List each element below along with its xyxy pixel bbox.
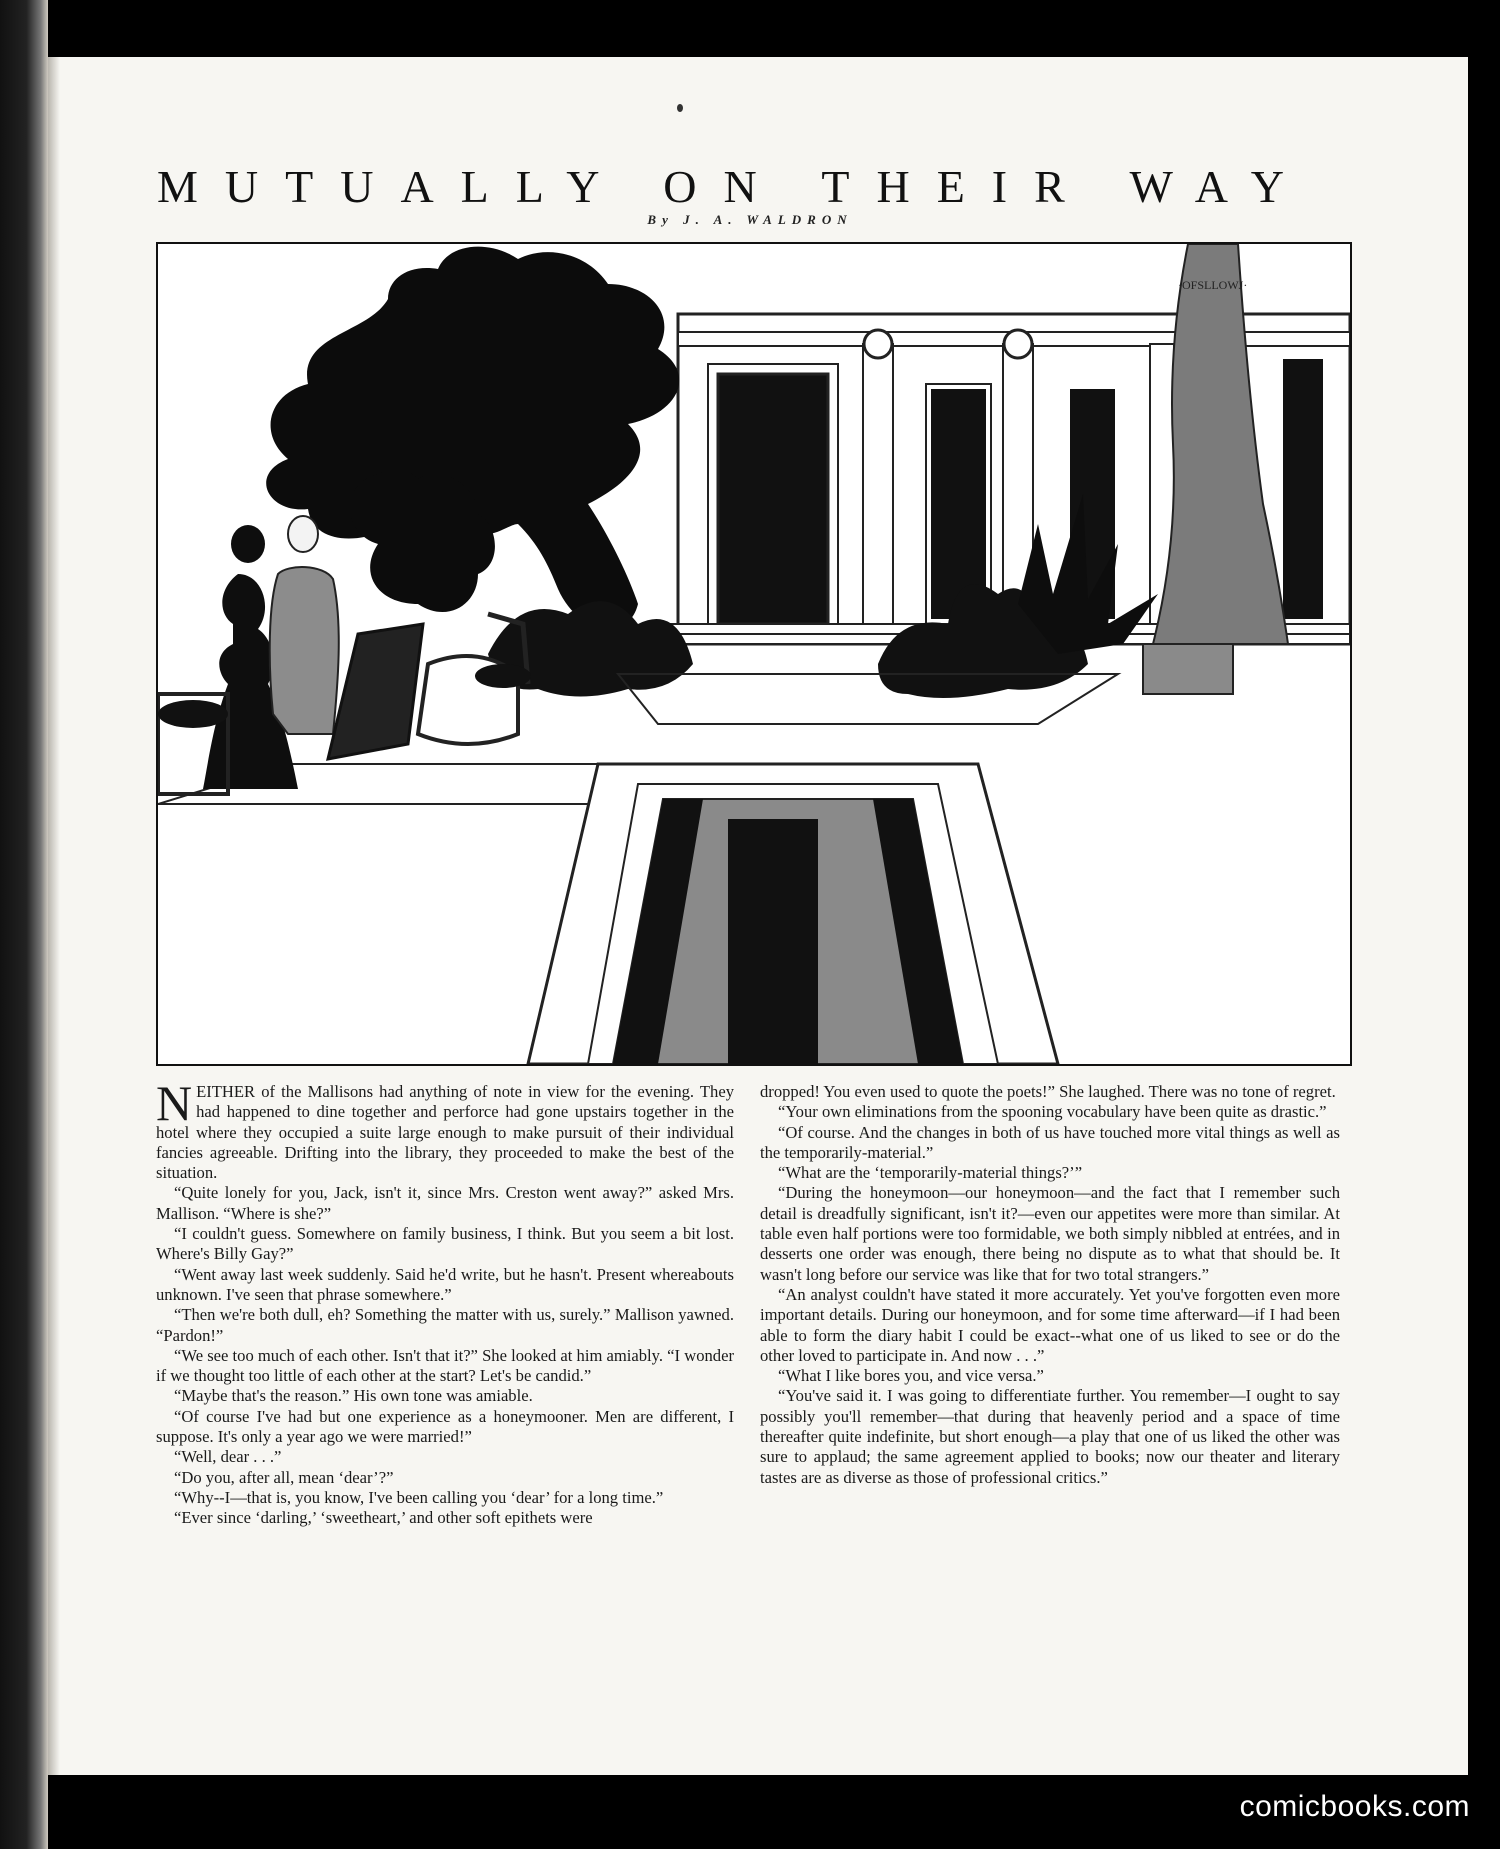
article-paragraph: “Went away last week suddenly. Said he'd write, but he hasn't. Present whereabouts unknown. I've seen that phrase somewhere.” [156,1264,734,1304]
article-paragraph: “Of course I've had but one experience as a honeymooner. Men are different, I suppose. It's only a year ago we were married!” [156,1406,734,1447]
first-word: EITHER [196,1082,256,1101]
article-column-left [156,1075,734,1529]
site-watermark: comicbooks.com [1239,1790,1470,1823]
article-paragraph: “What I like bores you, and vice versa.” [778,1366,1044,1386]
article-paragraph: “Why--I—that is, you know, I've been calling you ‘dear’ for a long time.” [174,1487,664,1507]
article-paragraph: “Ever since ‘darling,’ ‘sweetheart,’ and other soft epithets were [174,1508,593,1528]
article-paragraph: “Well, dear . . .” [174,1447,282,1467]
page-edge-shadow [1468,0,1500,1849]
courtyard-illustration [158,244,1350,1064]
article-paragraph: “You've said it. I was going to differentiate further. You remember—I ought to say possibly you'll remember—that during that heavenly period and a space of time thereafter quite indefinite, but short enough—a play that one of us liked the other was sure to applaud; the same agreement applied to books; now our theater and literary tastes are as diverse as those of professional critics.” [760,1386,1340,1487]
article-paragraph: “During the honeymoon—our honeymoon—and the fact that I remember such detail is dreadfully significant, isn't it?—even our appetites were more than similar. At table even half portions were too formidable, we both simply nibbled at entrées, and in desserts one order was enough, there being no dispute as to what that should be. It wasn't long before our service was like that for two total strangers.” [760,1183,1340,1284]
article-paragraph: “Quite lonely for you, Jack, isn't it, since Mrs. Creston went away?” asked Mrs. Mallison. “Where is she?” [156,1183,734,1223]
article-paragraph: “Maybe that's the reason.” His own tone was amiable. [174,1386,533,1406]
article-illustration [156,242,1352,1066]
article-paragraph-1 [156,1075,734,1183]
drop-cap: N [156,1075,193,1131]
article-paragraph: “We see too much of each other. Isn't that it?” She looked at him amiably. “I wonder if we thought too little of each other at the start? Let's be candid.” [156,1345,734,1386]
article-paragraph: “Of course. And the changes in both of us have touched more vital things as well as the temporarily-material.” [760,1122,1340,1162]
illustration-signature: ·OFSLLOWJ· [1178,278,1248,292]
ink-speck [677,104,683,112]
article-paragraph: “Do you, after all, mean ‘dear’?” [174,1467,394,1487]
article-paragraph: dropped! You even used to quote the poets!” She laughed. There was no tone of regret. [760,1082,1336,1101]
article-byline: By J. A. WALDRON [647,212,853,227]
article-paragraph: “An analyst couldn't have stated it more accurately. Yet you've forgotten even more important details. During our honeymoon, and for some time afterward—if I had been able to form the diary habit I could be exact--what one of us liked to see or do the other loved to participate in. And now . . .” [760,1284,1340,1365]
paragraph-text: of the Mallisons had anything of note in view for the evening. They had happened to dine together and perforce had gone upstairs together in the hotel where they occupied a suite large enough to make pursuit of their individual fancies agreeable. Drifting into the library, they proceeded to make the best of the situation. [156,1082,734,1183]
article-paragraph: “Your own eliminations from the spooning vocabulary have been quite as drastic.” [778,1102,1327,1122]
article-title: MUTUALLY ON THEIR WAY [157,161,1311,212]
article-paragraph: “Then we're both dull, eh? Something the matter with us, surely.” Mallison yawned. “Pardon!” [156,1305,734,1345]
article-paragraph: “I couldn't guess. Somewhere on family business, I think. But you seem a bit lost. Where's Billy Gay?” [156,1224,734,1264]
book-spine [0,0,48,1849]
article-paragraph: “What are the ‘temporarily-material things?’” [778,1163,1083,1183]
article-column-right [760,1082,1340,1488]
